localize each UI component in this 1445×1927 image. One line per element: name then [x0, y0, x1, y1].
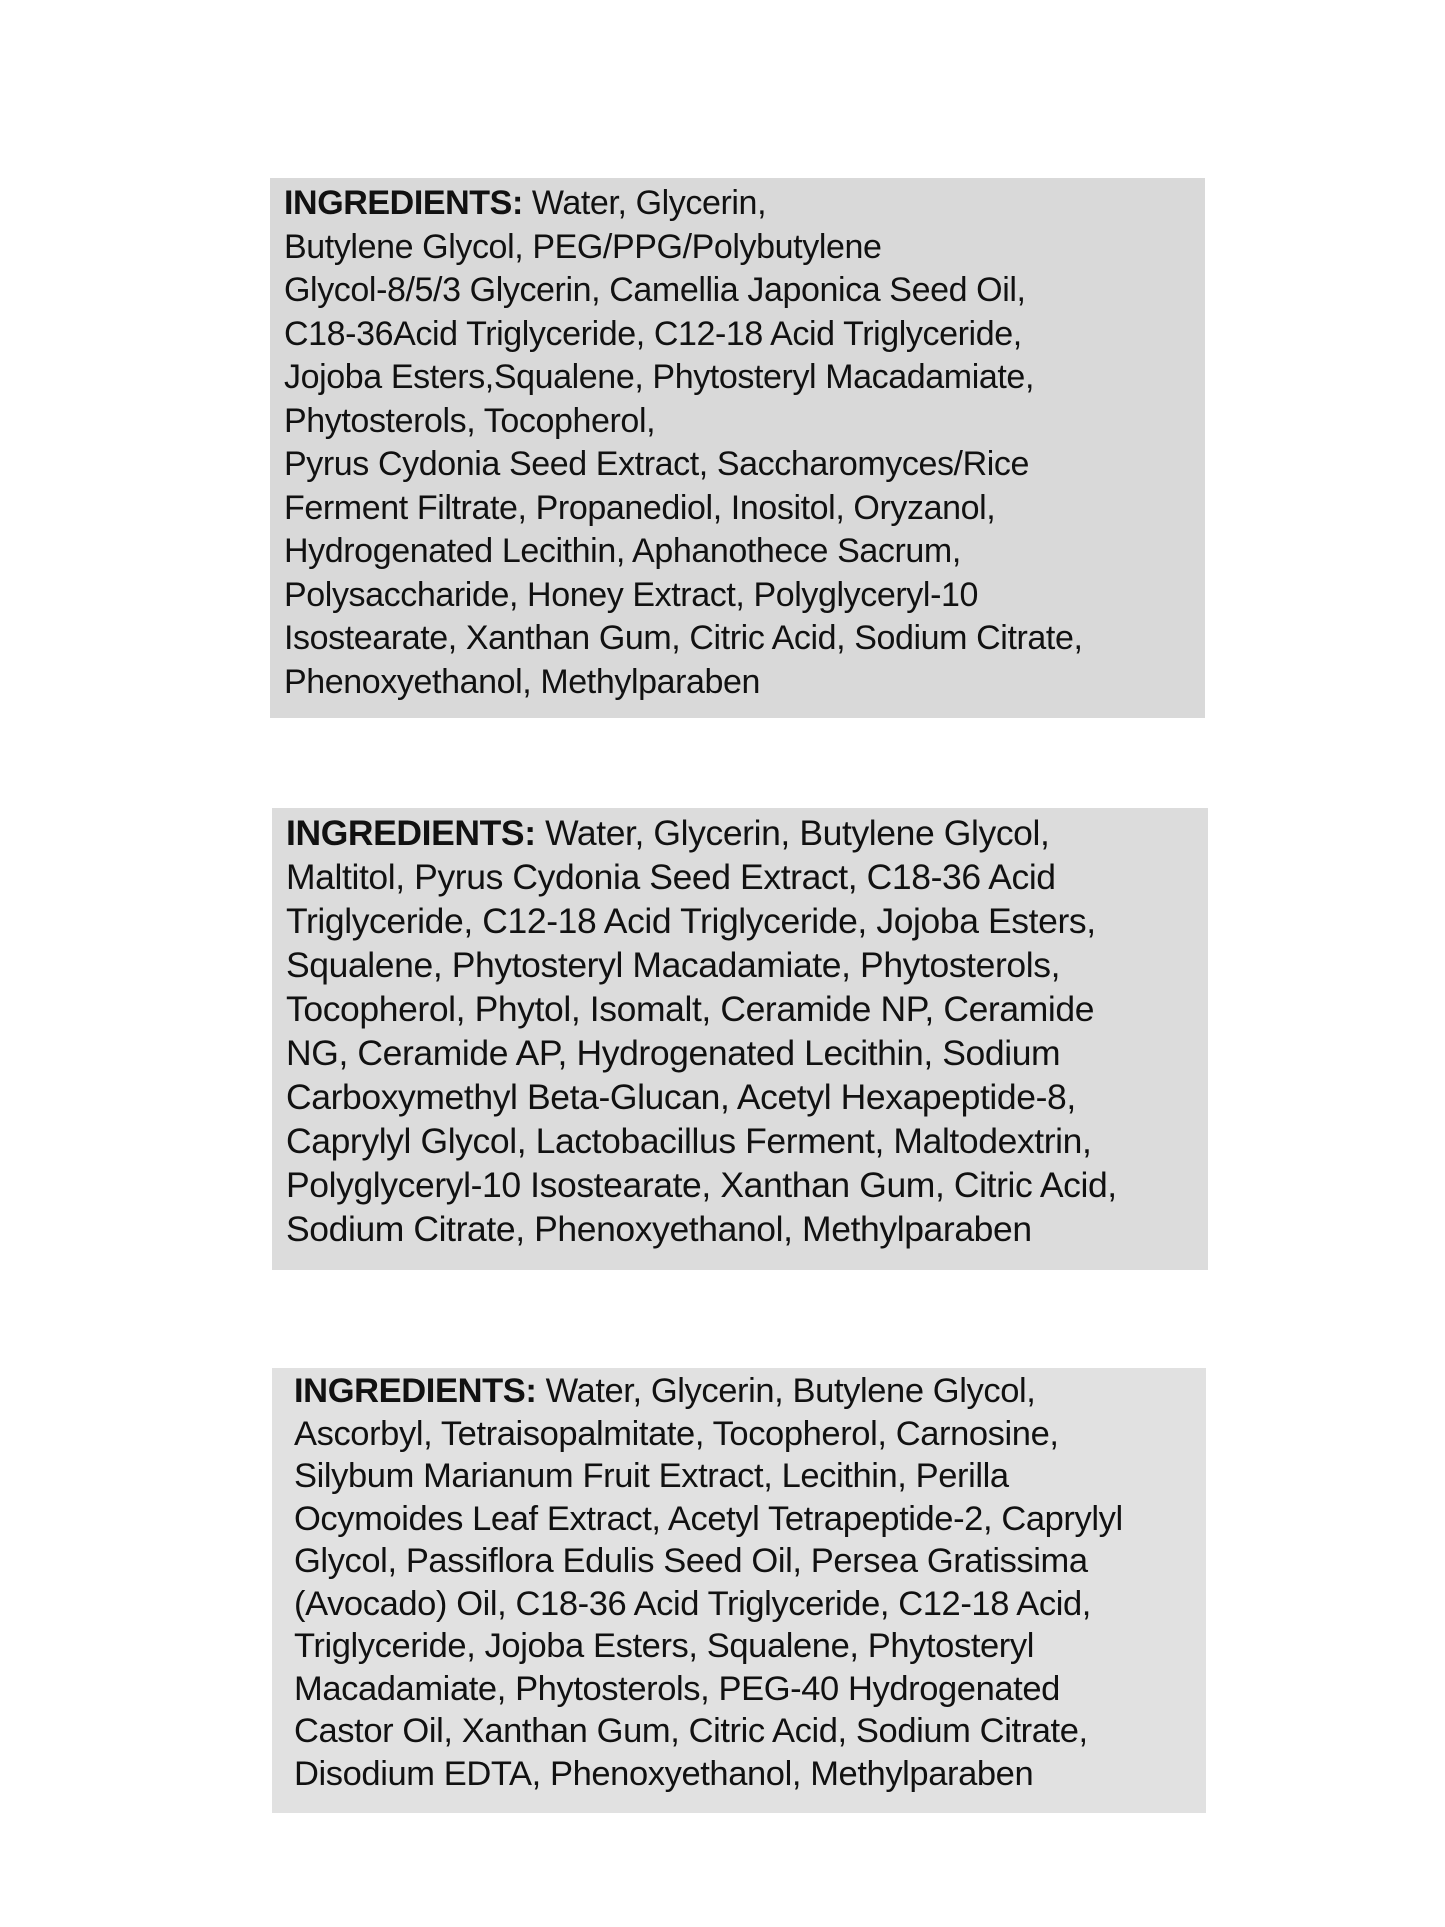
ingredients-line: C18-36Acid Triglyceride, C12-18 Acid Triglyceride, [284, 314, 1022, 353]
ingredients-line: Hydrogenated Lecithin, Aphanothece Sacrum, [284, 532, 961, 570]
ingredients-line: Carboxymethyl Beta-Glucan, Acetyl Hexapeptide-8, [286, 1077, 1076, 1117]
ingredients-line: Pyrus Cydonia Seed Extract, Saccharomyces/Rice [284, 445, 1030, 483]
ingredients-line: Phenoxyethanol, Methylparaben [284, 662, 761, 701]
ingredients-line: Polysaccharide, Honey Extract, Polyglyceryl-10 [284, 575, 979, 614]
ingredients-line: Ferment Filtrate, Propanediol, Inositol, Oryzanol, [284, 488, 996, 527]
ingredients-line: Tocopherol, Phytol, Isomalt, Ceramide NP, Ceramide [286, 989, 1095, 1029]
ingredients-line: Disodium EDTA, Phenoxyethanol, Methylparaben [294, 1754, 1034, 1793]
ingredients-line: Caprylyl Glycol, Lactobacillus Ferment, Maltodextrin, [286, 1121, 1092, 1161]
ingredients-label: INGREDIENTS: [286, 813, 536, 853]
ingredients-line: Triglyceride, Jojoba Esters, Squalene, Phytosteryl [294, 1627, 1034, 1665]
ingredients-line: Glycol-8/5/3 Glycerin, Camellia Japonica Seed Oil, [284, 271, 1026, 309]
ingredients-line: Macadamiate, Phytosterols, PEG-40 Hydrogenated [294, 1669, 1060, 1708]
ingredients-line: Triglyceride, C12-18 Acid Triglyceride, Jojoba Esters, [286, 901, 1096, 941]
ingredients-label: INGREDIENTS: [284, 184, 523, 222]
ingredients-line: (Avocado) Oil, C18-36 Acid Triglyceride, C12-18 Acid, [294, 1584, 1091, 1623]
ingredients-line: Glycol, Passiflora Edulis Seed Oil, Persea Gratissima [294, 1542, 1088, 1580]
ingredients-panel-2 [272, 808, 1208, 1270]
ingredients-line: Isostearate, Xanthan Gum, Citric Acid, Sodium Citrate, [284, 619, 1083, 657]
ingredients-line: Castor Oil, Xanthan Gum, Citric Acid, Sodium Citrate, [294, 1712, 1088, 1750]
ingredients-line: NG, Ceramide AP, Hydrogenated Lecithin, Sodium [286, 1033, 1061, 1073]
ingredients-line: Jojoba Esters,Squalene, Phytosteryl Macadamiate, [284, 358, 1034, 396]
ingredients-line: INGREDIENTS: Water, Glycerin, Butylene Glycol, [286, 813, 1050, 853]
ingredients-line: Ascorbyl, Tetraisopalmitate, Tocopherol, Carnosine, [294, 1414, 1059, 1453]
ingredients-line: Maltitol, Pyrus Cydonia Seed Extract, C18-36 Acid [286, 857, 1056, 897]
ingredients-line: INGREDIENTS: Water, Glycerin, Butylene Glycol, [294, 1372, 1036, 1410]
ingredients-line: Butylene Glycol, PEG/PPG/Polybutylene [284, 227, 882, 266]
ingredients-line: Ocymoides Leaf Extract, Acetyl Tetrapeptide-2, Caprylyl [294, 1499, 1123, 1538]
ingredients-line: INGREDIENTS: Water, Glycerin, [284, 184, 767, 222]
ingredients-line: Polyglyceryl-10 Isostearate, Xanthan Gum, Citric Acid, [286, 1165, 1117, 1205]
ingredients-panel-1 [270, 178, 1205, 718]
ingredients-panel-3 [272, 1368, 1206, 1813]
ingredients-line: Silybum Marianum Fruit Extract, Lecithin, Perilla [294, 1457, 1009, 1495]
ingredients-line: Phytosterols, Tocopherol, [284, 401, 656, 440]
ingredients-label: INGREDIENTS: [294, 1372, 537, 1410]
ingredients-line: Squalene, Phytosteryl Macadamiate, Phytosterols, [286, 945, 1061, 985]
ingredients-line: Sodium Citrate, Phenoxyethanol, Methylparaben [286, 1209, 1032, 1249]
